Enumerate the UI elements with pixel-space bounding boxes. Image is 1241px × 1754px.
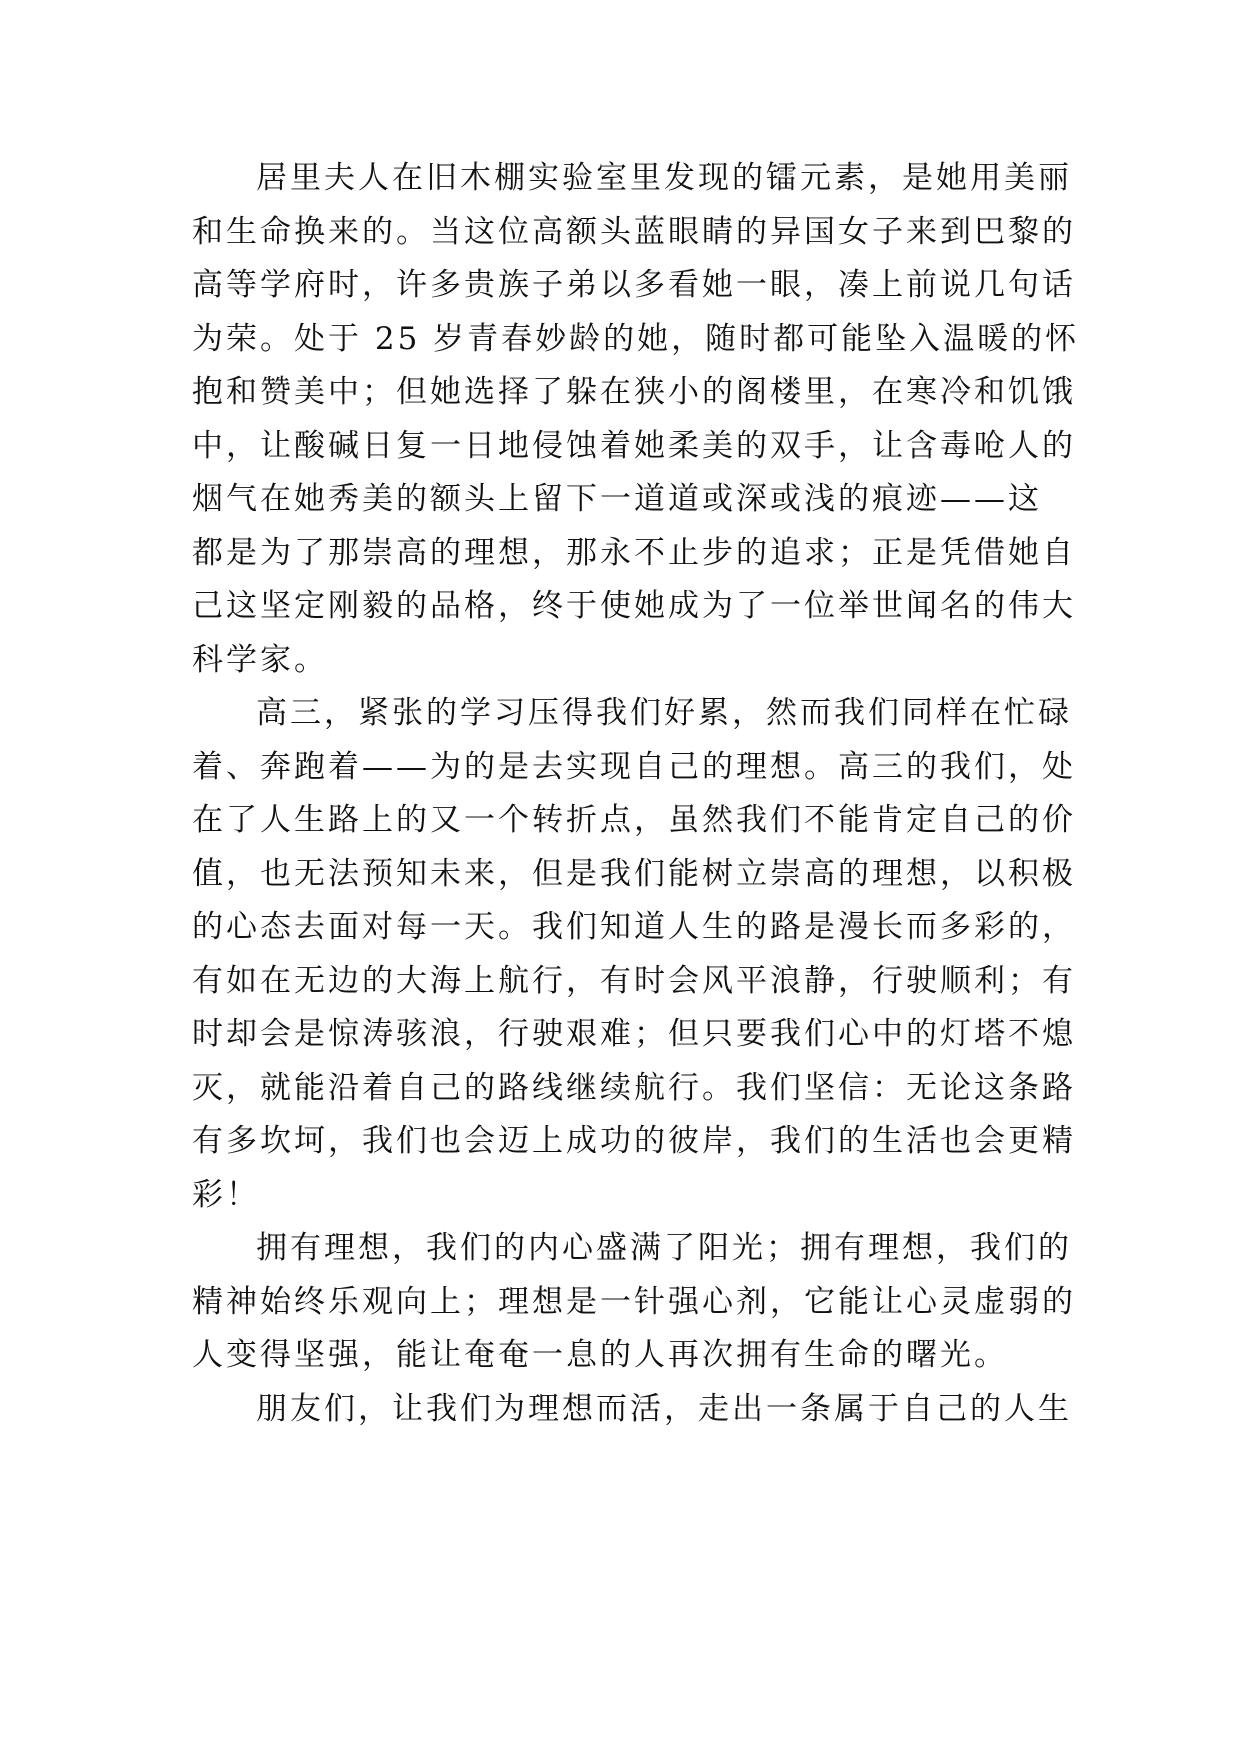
text-line: 精神始终乐观向上；理想是一针强心剂，它能让心灵虚弱的 bbox=[192, 1283, 1076, 1320]
text-line: 烟气在她秀美的额头上留下一道道或深或浅的痕迹——这 bbox=[192, 481, 1042, 517]
text-line: 朋友们，让我们为理想而活，走出一条属于自己的人生 bbox=[256, 1390, 1072, 1427]
text-line: 彩！ bbox=[192, 1176, 260, 1213]
text-line: 科学家。 bbox=[192, 641, 328, 678]
text-line: 和生命换来的。当这位高额头蓝眼睛的异国女子来到巴黎的 bbox=[192, 213, 1076, 250]
paragraph-marie-curie bbox=[192, 152, 1080, 687]
paragraph-having-ideals bbox=[192, 1222, 1076, 1383]
text-line: 为荣。处于 25 岁青春妙龄的她，随时都可能坠入温暖的怀 bbox=[192, 320, 1080, 357]
text-line: 都是为了那崇高的理想，那永不止步的追求；正是凭借她自 bbox=[192, 534, 1076, 571]
paragraph-senior-year bbox=[192, 687, 1076, 1222]
text-line: 有如在无边的大海上航行，有时会风平浪静，行驶顺利；有 bbox=[192, 962, 1076, 999]
text-line: 居里夫人在旧木棚实验室里发现的镭元素，是她用美丽 bbox=[256, 160, 1072, 196]
text-line: 拥有理想，我们的内心盛满了阳光；拥有理想，我们的 bbox=[256, 1230, 1072, 1266]
text-line: 灭，就能沿着自己的路线继续航行。我们坚信：无论这条路 bbox=[192, 1069, 1076, 1106]
text-line: 人变得坚强，能让奄奄一息的人再次拥有生命的曙光。 bbox=[192, 1337, 1008, 1373]
text-line: 己这坚定刚毅的品格，终于使她成为了一位举世闻名的伟大 bbox=[192, 588, 1076, 624]
text-line: 时却会是惊涛骇浪，行驶艰难；但只要我们心中的灯塔不熄 bbox=[192, 1016, 1076, 1052]
text-line: 高等学府时，许多贵族子弟以多看她一眼，凑上前说几句话 bbox=[192, 267, 1076, 303]
text-line: 在了人生路上的又一个转折点，虽然我们不能肯定自己的价 bbox=[192, 802, 1076, 838]
essay-body bbox=[192, 152, 1080, 1436]
text-line: 高三，紧张的学习压得我们好累，然而我们同样在忙碌 bbox=[256, 695, 1072, 731]
text-line: 值，也无法预知未来，但是我们能树立崇高的理想，以积极 bbox=[192, 855, 1076, 892]
paragraph-friends bbox=[192, 1383, 1072, 1437]
text-line: 中，让酸碱日复一日地侵蚀着她柔美的双手，让含毒呛人的 bbox=[192, 427, 1076, 464]
text-line: 有多坎坷，我们也会迈上成功的彼岸，我们的生活也会更精 bbox=[192, 1123, 1076, 1159]
text-line: 着、奔跑着——为的是去实现自己的理想。高三的我们，处 bbox=[192, 748, 1076, 785]
text-line: 的心态去面对每一天。我们知道人生的路是漫长而多彩的， bbox=[192, 909, 1076, 945]
text-line: 抱和赞美中；但她选择了躲在狭小的阁楼里，在寒冷和饥饿 bbox=[192, 374, 1076, 410]
